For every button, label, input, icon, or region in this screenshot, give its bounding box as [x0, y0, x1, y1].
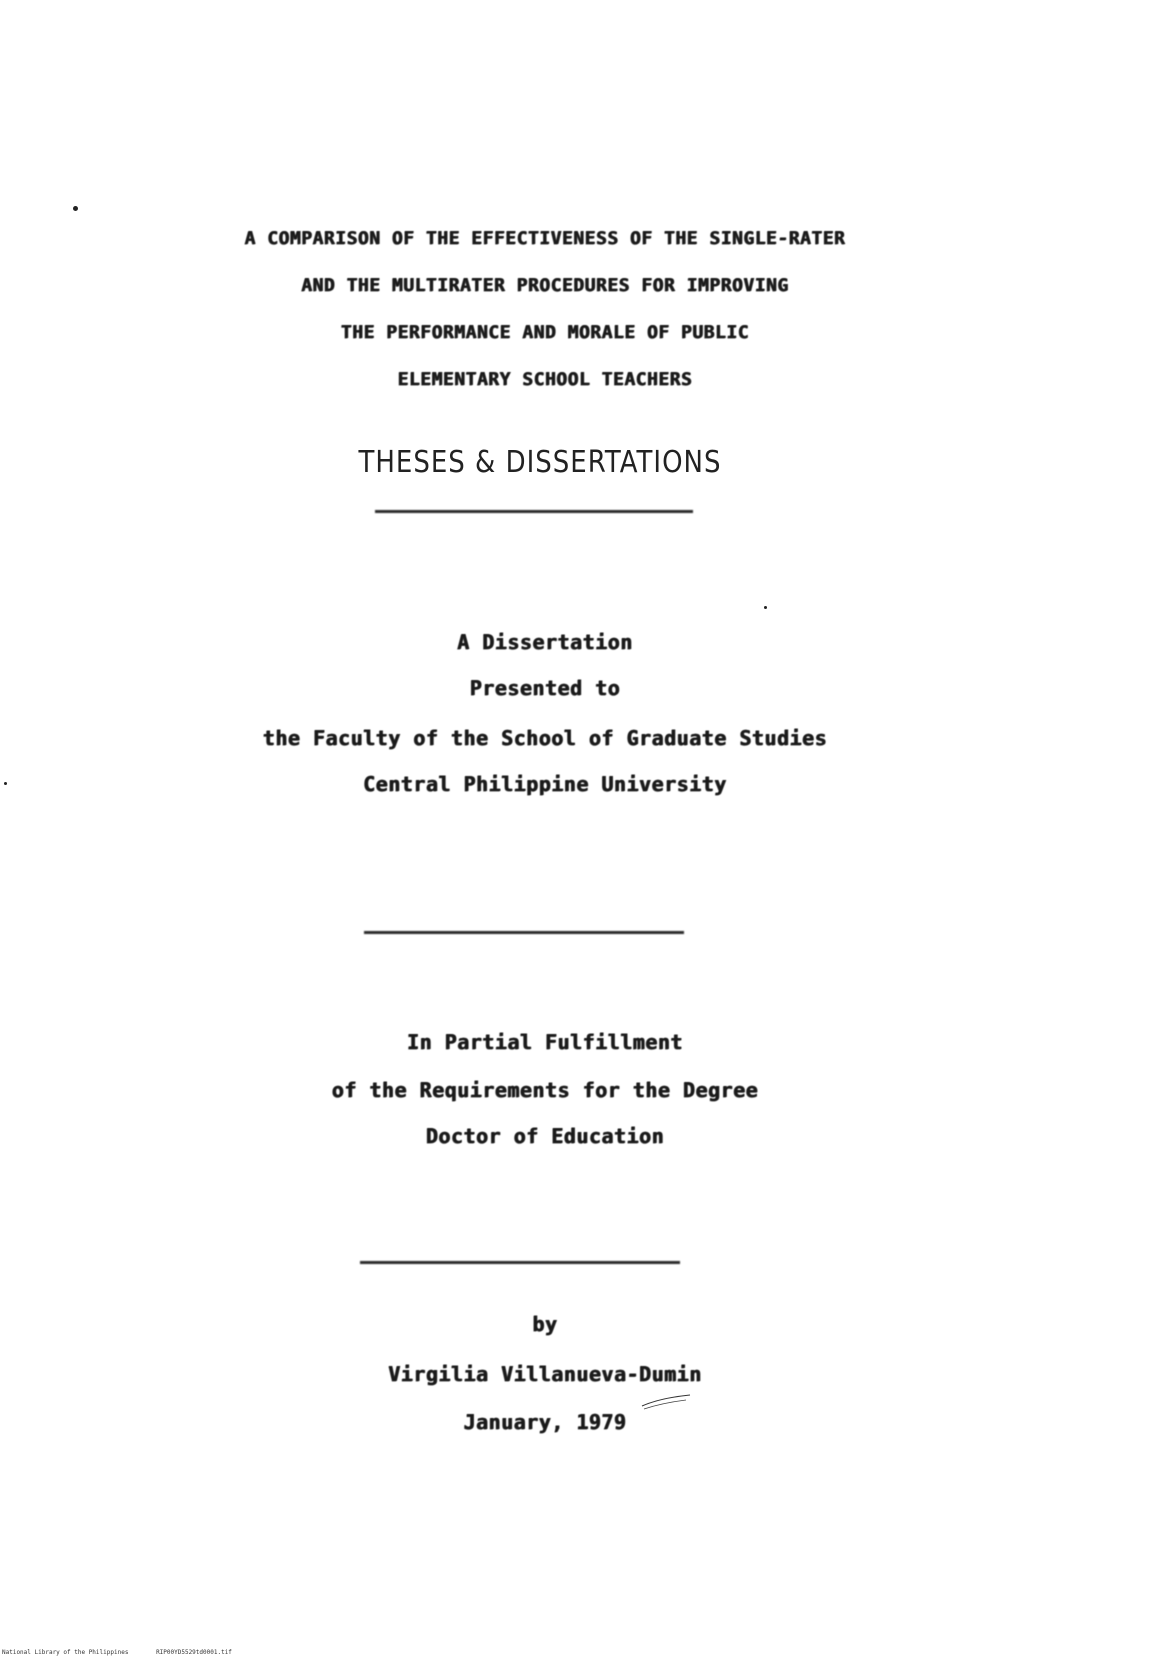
footer-file-id: RIP00YD5529td0001.tif [156, 1649, 232, 1656]
divider-rule-3 [360, 1261, 680, 1264]
pen-stroke-mark [640, 1392, 692, 1410]
degree-name: Doctor of Education [425, 1124, 665, 1148]
dissertation-label: A Dissertation [457, 630, 633, 654]
scan-speck [764, 606, 767, 609]
presented-to: Presented to [469, 676, 621, 700]
by-label: by [532, 1312, 558, 1336]
scan-speck [73, 206, 78, 211]
theses-dissertations-stamp: THESES & DISSERTATIONS [358, 445, 722, 481]
footer-library: National Library of the Philippines [2, 1649, 129, 1656]
divider-rule-2 [364, 931, 684, 934]
scan-footer [2, 1649, 256, 1656]
title-line-1: A COMPARISON OF THE EFFECTIVENESS OF THE SINGLE-RATER [244, 228, 846, 249]
fulfillment-line-2: of the Requirements for the Degree [331, 1078, 759, 1102]
submission-date: January, 1979 [463, 1410, 627, 1434]
divider-rule-1 [375, 510, 693, 513]
title-line-4: ELEMENTARY SCHOOL TEACHERS [397, 369, 693, 390]
title-line-2: AND THE MULTIRATER PROCEDURES FOR IMPROVING [301, 275, 789, 296]
university-name: Central Philippine University [363, 772, 727, 796]
faculty-line: the Faculty of the School of Graduate Studies [262, 726, 828, 750]
title-line-3: THE PERFORMANCE AND MORALE OF PUBLIC [340, 322, 750, 343]
fulfillment-line-1: In Partial Fulfillment [407, 1030, 683, 1054]
author-name: Virgilia Villanueva-Dumin [388, 1362, 702, 1386]
